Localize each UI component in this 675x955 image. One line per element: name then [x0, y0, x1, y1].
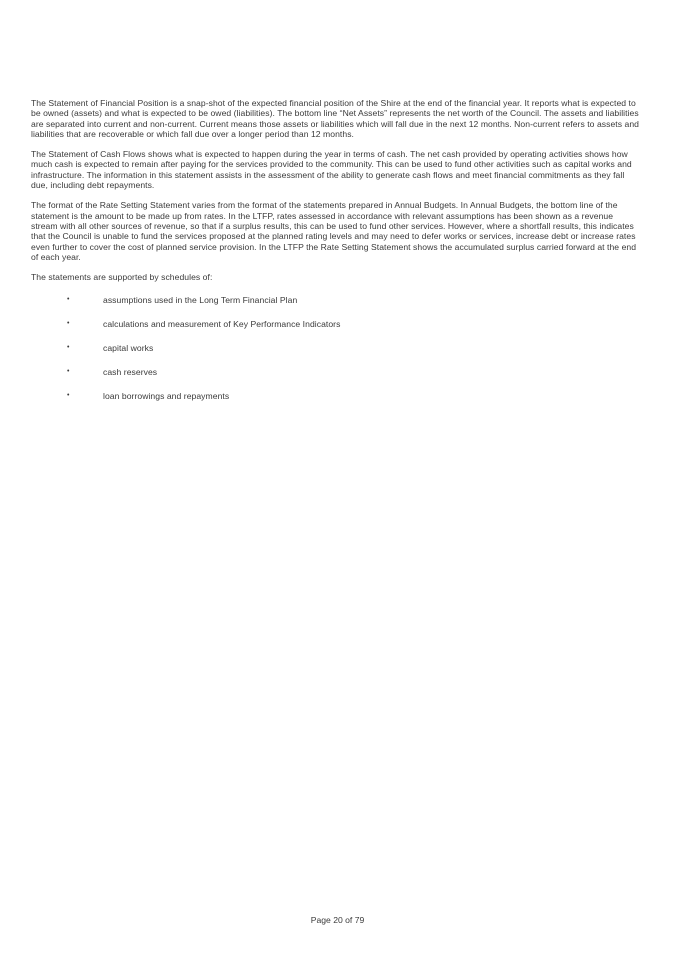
bullet-icon: •: [67, 344, 70, 352]
paragraph-financial-position: The Statement of Financial Position is a snap-shot of the expected financial position of the Shire at the end of the financial year. It reports what is expected to be owned (assets) and what is expected to be owed (liabilities). The bottom line “Net Assets” represents the net worth of the Council. The assets and liabilities are separated into current and non-current. Current means those assets or liabilities which will fall due in the next 12 months. Non-current refers to assets and liabilities that are recoverable or which fall due over a longer period than 12 months.: [31, 98, 640, 139]
list-item: [31, 295, 642, 319]
bullet-icon: •: [67, 296, 70, 304]
paragraph-rate-setting: The format of the Rate Setting Statement varies from the format of the statements prepared in Annual Budgets. In Annual Budgets, the bottom line of the statement is the amount to be made up from rates. In the LTFP, rates assessed in accordance with relevant assumptions has been shown as a revenue stream with all other sources of revenue, so that if a surplus results, this can be used to fund other services. However, where a shortfall results, this indicates that the Council is unable to fund the services proposed at the planned rating levels and may need to defer works or services, increase debt or increase rates even further to cover the cost of planned service provision. In the LTFP the Rate Setting Statement shows the accumulated surplus carried forward at the end of each year.: [31, 200, 637, 262]
list-item-text: capital works: [103, 343, 154, 354]
bullet-icon: •: [67, 392, 70, 400]
page-number-footer: Page 20 of 79: [310, 915, 365, 925]
list-item-text: assumptions used in the Long Term Financial Plan: [103, 295, 298, 306]
bullet-icon: •: [67, 320, 70, 328]
list-item-text: cash reserves: [103, 367, 158, 378]
page-content: [31, 98, 642, 415]
bullet-icon: •: [67, 368, 70, 376]
paragraph-cash-flows: The Statement of Cash Flows shows what is expected to happen during the year in terms of cash. The net cash provided by operating activities shows how much cash is expected to remain after paying for the services provided to the community. This can be used to fund other activities such as capital works and infrastructure. The information in this statement assists in the assessment of the ability to generate cash flows and meet financial commitments as they fall due, including debt repayments.: [31, 149, 632, 191]
list-item: [31, 343, 642, 367]
list-item-text: calculations and measurement of Key Performance Indicators: [103, 319, 341, 330]
list-item: [31, 319, 642, 343]
list-item: [31, 367, 642, 391]
list-item-text: loan borrowings and repayments: [103, 391, 230, 402]
paragraph-schedules-intro: The statements are supported by schedules of:: [31, 272, 213, 283]
list-item: [31, 391, 642, 415]
schedules-list: [31, 295, 642, 415]
